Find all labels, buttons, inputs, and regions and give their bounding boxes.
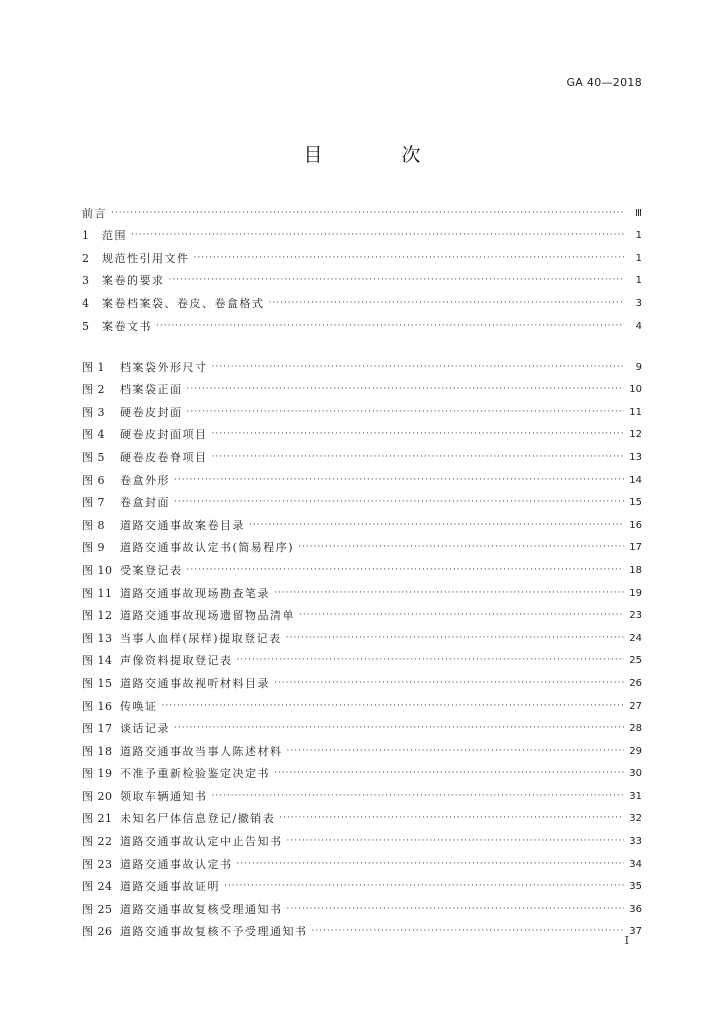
- toc-entry-title: 道路交通事故证明: [120, 880, 220, 894]
- toc-entry-title: 卷盒外形: [120, 473, 170, 487]
- toc-entry-page: 28: [629, 723, 642, 735]
- toc-entry-title: 卷盒封面: [120, 496, 170, 510]
- toc-entry-title: 案卷的要求: [102, 274, 165, 288]
- toc-figure-entry[interactable]: [82, 781, 642, 804]
- toc-section-entry[interactable]: [82, 288, 642, 311]
- toc-entry-number: 图 26: [82, 925, 113, 939]
- toc-entry-page: 25: [629, 655, 642, 667]
- toc-entry-page: 12: [629, 429, 642, 441]
- toc-entry-page: 18: [629, 564, 642, 576]
- toc-entry-number: 图 12: [82, 609, 113, 623]
- toc-entry-page: 14: [629, 474, 642, 486]
- toc-entry-page: 13: [629, 451, 642, 463]
- dot-leader: [174, 721, 624, 736]
- toc-entry-page: 31: [629, 790, 642, 802]
- toc-figure-entry[interactable]: [82, 397, 642, 420]
- toc-entry-page: 32: [629, 813, 642, 825]
- toc-entry-page: 29: [629, 745, 642, 757]
- toc-entry-title: 谈话记录: [120, 722, 170, 736]
- toc-entry-number: 图 13: [82, 631, 113, 645]
- toc-entry-page: 23: [629, 610, 642, 622]
- toc-entry-page: 35: [629, 881, 642, 893]
- toc-figure-entry[interactable]: [82, 601, 642, 624]
- dot-leader: [286, 631, 624, 646]
- dot-leader: [287, 834, 625, 849]
- toc-entry-number: 图 14: [82, 654, 113, 668]
- toc-figures-list: [82, 352, 642, 939]
- toc-entry-title: 范围: [102, 229, 127, 243]
- dot-leader: [162, 699, 625, 714]
- toc-section-entry[interactable]: [82, 311, 642, 334]
- toc-figure-entry[interactable]: [82, 578, 642, 601]
- toc-entry-number: 图 22: [82, 835, 113, 849]
- toc-entry-page: 24: [629, 632, 642, 644]
- dot-leader: [274, 766, 624, 781]
- toc-figure-entry[interactable]: [82, 826, 642, 849]
- toc-entry-page: 1: [635, 230, 642, 242]
- toc-entry-title: 未知名尸体信息登记/撤销表: [120, 812, 276, 826]
- toc-figure-entry[interactable]: [82, 691, 642, 714]
- toc-entry-title: 道路交通事故复核不予受理通知书: [120, 925, 308, 939]
- toc-figure-entry[interactable]: [82, 488, 642, 511]
- toc-entry-number: 图 25: [82, 902, 113, 916]
- toc-entry-title: 档案袋正面: [120, 383, 183, 397]
- toc-entry-page: 1: [635, 252, 642, 264]
- toc-entry-title: 前言: [82, 206, 107, 220]
- dot-leader: [298, 540, 624, 555]
- dot-leader: [212, 450, 625, 465]
- toc-entry-page: 15: [629, 497, 642, 509]
- toc-figure-entry[interactable]: [82, 555, 642, 578]
- dot-leader: [174, 473, 624, 488]
- toc-entry-title: 声像资料提取登记表: [120, 654, 233, 668]
- dot-leader: [156, 319, 624, 334]
- toc-entry-title: 道路交通事故当事人陈述材料: [120, 744, 283, 758]
- toc-entry-number: 3: [82, 274, 89, 288]
- toc-entry-title: 道路交通事故认定书: [120, 857, 233, 871]
- dot-leader: [237, 653, 625, 668]
- dot-leader: [269, 296, 625, 311]
- dot-leader: [212, 427, 625, 442]
- dot-leader: [174, 495, 624, 510]
- toc-entry-number: 图 1: [82, 360, 105, 374]
- toc-entry-page: 9: [635, 361, 642, 373]
- toc-sections-list: [82, 198, 642, 334]
- toc-entry-number: 5: [82, 319, 89, 333]
- toc-entry-title: 传唤证: [120, 699, 158, 713]
- toc-figure-entry[interactable]: [82, 375, 642, 398]
- toc-entry-title: 道路交通事故视听材料目录: [120, 676, 270, 690]
- toc-figure-entry[interactable]: [82, 668, 642, 691]
- toc-entry-number: 图 24: [82, 880, 113, 894]
- toc-entry-number: 4: [82, 296, 89, 310]
- toc-entry-number: 图 4: [82, 428, 105, 442]
- toc-section-entry[interactable]: [82, 266, 642, 289]
- toc-entry-number: 图 23: [82, 857, 113, 871]
- page-number: I: [624, 934, 629, 947]
- toc-entry-page: 33: [629, 836, 642, 848]
- toc-entry-page: 10: [629, 384, 642, 396]
- dot-leader: [237, 857, 625, 872]
- toc-figure-entry[interactable]: [82, 510, 642, 533]
- toc-entry-number: 图 10: [82, 563, 113, 577]
- toc-entry-page: 30: [629, 768, 642, 780]
- toc-entry-title: 硬卷皮卷脊项目: [120, 450, 208, 464]
- toc-figure-entry[interactable]: [82, 736, 642, 759]
- toc-entry-number: 图 21: [82, 812, 113, 826]
- toc-entry-title: 道路交通事故复核受理通知书: [120, 902, 283, 916]
- dot-leader: [187, 382, 625, 397]
- dot-leader: [249, 518, 624, 533]
- toc-entry-page: 37: [629, 926, 642, 938]
- toc-entry-number: 2: [82, 251, 89, 265]
- dot-leader: [212, 360, 625, 375]
- toc-figure-entry[interactable]: [82, 420, 642, 443]
- toc-entry-page: Ⅲ: [635, 207, 642, 219]
- toc-figure-entry[interactable]: [82, 623, 642, 646]
- dot-leader: [187, 563, 625, 578]
- dot-leader: [212, 789, 625, 804]
- toc-entry-page: 19: [629, 587, 642, 599]
- dot-leader: [312, 924, 625, 939]
- dot-leader: [274, 586, 624, 601]
- toc-figure-entry[interactable]: [82, 917, 642, 940]
- toc-figure-entry[interactable]: [82, 804, 642, 827]
- toc-entry-number: 图 20: [82, 789, 113, 803]
- toc-entry-number: 图 17: [82, 722, 113, 736]
- toc-entry-title: 道路交通事故现场勘查笔录: [120, 586, 270, 600]
- toc-entry-title: 不准予重新检验鉴定决定书: [120, 767, 270, 781]
- toc-entry-title: 道路交通事故认定书(简易程序): [120, 541, 295, 555]
- toc-entry-title: 当事人血样(尿样)提取登记表: [120, 631, 282, 645]
- toc-entry-title: 案卷文书: [102, 319, 152, 333]
- toc-section-entry[interactable]: [82, 221, 642, 244]
- toc-figure-entry[interactable]: [82, 714, 642, 737]
- toc-entry-number: 图 16: [82, 699, 113, 713]
- toc-entry-title: 硬卷皮封面: [120, 405, 183, 419]
- toc-entry-number: 图 6: [82, 473, 105, 487]
- toc-entry-number: 图 7: [82, 496, 105, 510]
- toc-title: 目 次: [303, 144, 451, 166]
- dot-leader: [111, 206, 624, 221]
- toc-figure-entry[interactable]: [82, 759, 642, 782]
- toc-entry-number: 图 2: [82, 383, 105, 397]
- toc-entry-page: 16: [629, 519, 642, 531]
- toc-section-entry[interactable]: [82, 243, 642, 266]
- toc-section-entry[interactable]: [82, 198, 642, 221]
- toc-entry-title: 道路交通事故现场遗留物品清单: [120, 609, 295, 623]
- toc-entry-title: 案卷档案袋、卷皮、卷盒格式: [102, 296, 265, 310]
- toc-figure-entry[interactable]: [82, 465, 642, 488]
- dot-leader: [187, 405, 625, 420]
- toc-entry-number: 图 11: [82, 586, 113, 600]
- toc-figure-entry[interactable]: [82, 849, 642, 872]
- toc-entry-title: 领取车辆通知书: [120, 789, 208, 803]
- toc-figure-entry[interactable]: [82, 533, 642, 556]
- toc-entry-title: 受案登记表: [120, 563, 183, 577]
- toc-figure-entry[interactable]: [82, 352, 642, 375]
- toc-entry-page: 4: [635, 320, 642, 332]
- toc-entry-title: 规范性引用文件: [102, 251, 190, 265]
- dot-leader: [287, 744, 625, 759]
- toc-entry-number: 1: [82, 229, 89, 243]
- dot-leader: [274, 676, 624, 691]
- toc-figure-entry[interactable]: [82, 646, 642, 669]
- toc-entry-title: 道路交通事故案卷目录: [120, 518, 245, 532]
- toc-entry-number: 图 19: [82, 767, 113, 781]
- toc-entry-page: 34: [629, 858, 642, 870]
- toc-entry-number: 图 9: [82, 541, 105, 555]
- toc-entry-title: 硬卷皮封面项目: [120, 428, 208, 442]
- dot-leader: [287, 902, 625, 917]
- toc-entry-number: 图 18: [82, 744, 113, 758]
- toc-entry-page: 26: [629, 677, 642, 689]
- toc-entry-number: 图 5: [82, 450, 105, 464]
- dot-leader: [279, 811, 624, 826]
- toc-entry-page: 3: [635, 297, 642, 309]
- toc-entry-number: 图 3: [82, 405, 105, 419]
- dot-leader: [224, 879, 624, 894]
- toc-entry-number: 图 15: [82, 676, 113, 690]
- toc-entry-page: 17: [629, 542, 642, 554]
- dot-leader: [131, 228, 624, 243]
- dot-leader: [299, 608, 624, 623]
- toc-entry-number: 图 8: [82, 518, 105, 532]
- toc-entry-page: 36: [629, 903, 642, 915]
- toc-figure-entry[interactable]: [82, 894, 642, 917]
- toc-figure-entry[interactable]: [82, 872, 642, 895]
- toc-entry-page: 1: [635, 275, 642, 287]
- dot-leader: [169, 273, 625, 288]
- document-code: GA 40—2018: [566, 76, 642, 89]
- toc-figure-entry[interactable]: [82, 442, 642, 465]
- toc-entry-title: 档案袋外形尺寸: [120, 360, 208, 374]
- dot-leader: [194, 251, 625, 266]
- toc-entry-title: 道路交通事故认定中止告知书: [120, 835, 283, 849]
- toc-entry-page: 11: [629, 406, 642, 418]
- toc-entry-page: 27: [629, 700, 642, 712]
